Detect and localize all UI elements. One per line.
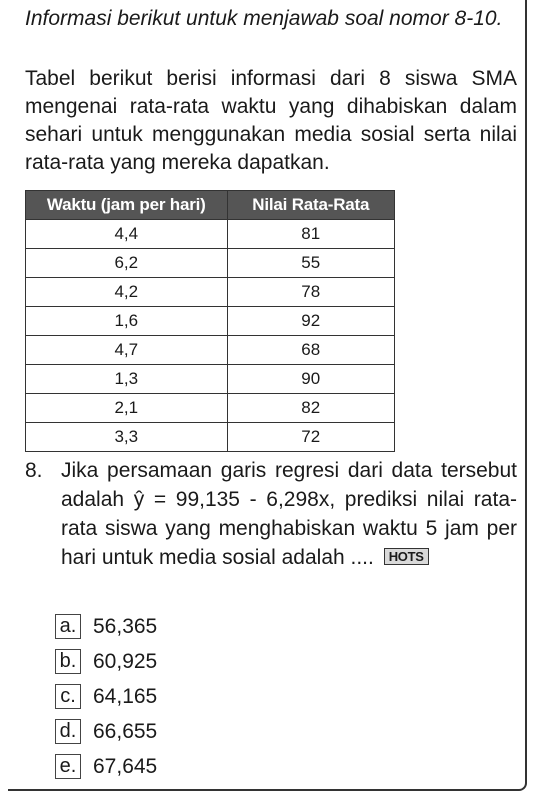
cell-nilai: 92: [227, 307, 394, 336]
cell-waktu: 6,2: [26, 249, 228, 278]
option-value: 56,365: [93, 615, 158, 638]
option-letter: e.: [55, 754, 81, 779]
question-number: 8.: [25, 459, 43, 482]
table-row: [26, 336, 395, 365]
hots-badge: HOTS: [384, 548, 429, 565]
table-header-row: [26, 191, 395, 220]
option-letter: a.: [55, 614, 81, 639]
cell-waktu: 1,6: [26, 307, 228, 336]
cell-nilai: 72: [227, 423, 394, 452]
intro-text: Informasi berikut untuk menjawab soal nomor 8-10.: [25, 7, 503, 30]
table-row: [26, 278, 395, 307]
option-value: 66,655: [93, 720, 158, 743]
table-row: [26, 423, 395, 452]
cell-nilai: 82: [227, 394, 394, 423]
cell-nilai: 68: [227, 336, 394, 365]
cell-waktu: 2,1: [26, 394, 228, 423]
cell-waktu: 3,3: [26, 423, 228, 452]
option-letter: c.: [55, 684, 81, 709]
option-value: 67,645: [93, 755, 158, 778]
cell-nilai: 55: [227, 249, 394, 278]
option-letter: d.: [55, 719, 81, 744]
cell-nilai: 78: [227, 278, 394, 307]
table-row: [26, 249, 395, 278]
option-value: 60,925: [93, 650, 158, 673]
table-row: [26, 307, 395, 336]
context-paragraph: Tabel berikut berisi informasi dari 8 siswa SMA mengenai rata-rata waktu yang dihabiskan dalam sehari untuk menggunakan media sosial serta nilai rata-rata yang mereka dapatkan.: [25, 67, 517, 174]
table-row: [26, 365, 395, 394]
cell-waktu: 4,2: [26, 278, 228, 307]
cell-nilai: 81: [227, 220, 394, 249]
question-body: [61, 456, 517, 572]
cell-waktu: 4,4: [26, 220, 228, 249]
option-value: 64,165: [93, 685, 158, 708]
header-waktu: Waktu (jam per hari): [26, 191, 228, 220]
header-nilai: Nilai Rata-Rata: [227, 191, 394, 220]
data-table: [25, 190, 395, 452]
question-text: Jika persamaan garis regresi dari data tersebut adalah ŷ = 99,135 - 6,298x, prediksi nilai rata-rata siswa yang menghabiskan waktu 5 jam per hari untuk media sosial adalah ....: [61, 459, 517, 569]
cell-nilai: 90: [227, 365, 394, 394]
option-letter: b.: [55, 649, 81, 674]
cell-waktu: 1,3: [26, 365, 228, 394]
cell-waktu: 4,7: [26, 336, 228, 365]
table-row: [26, 220, 395, 249]
table-row: [26, 394, 395, 423]
